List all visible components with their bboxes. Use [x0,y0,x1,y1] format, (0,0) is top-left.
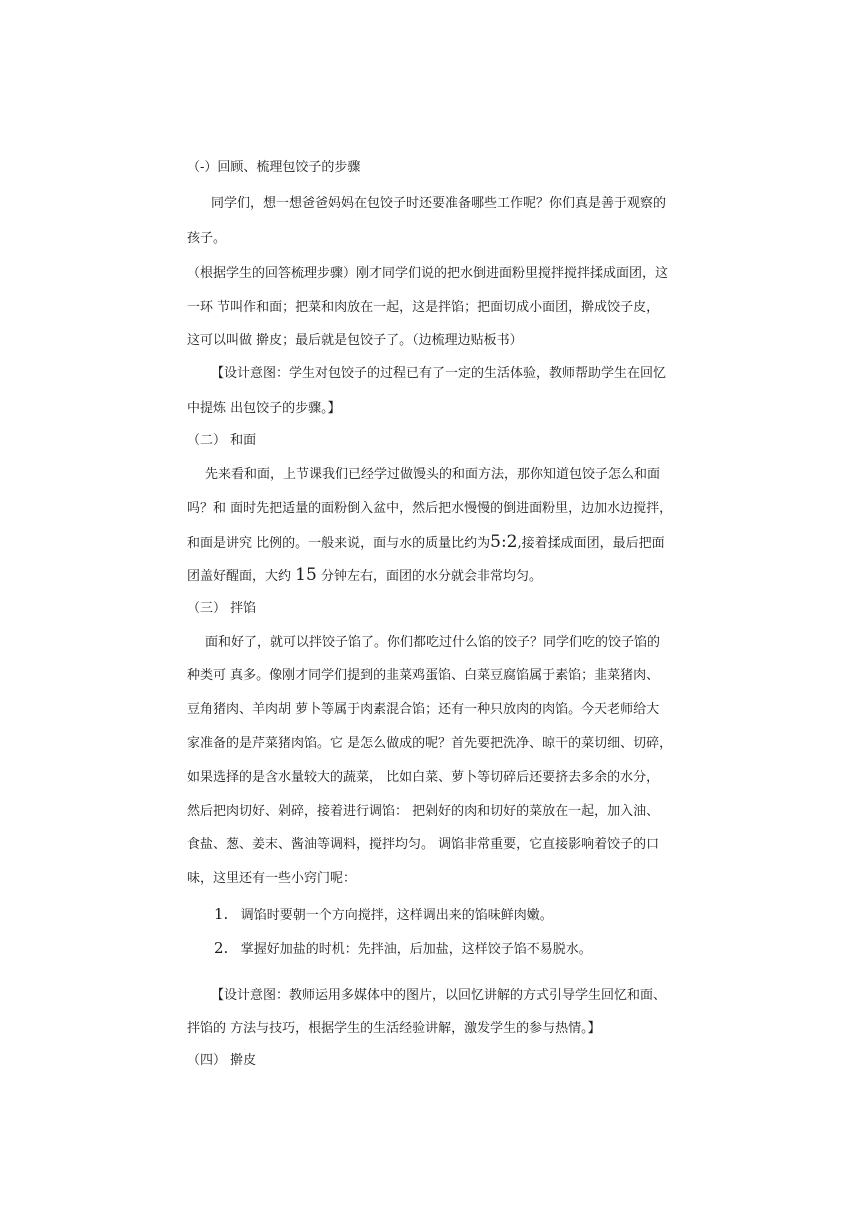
paragraph-line: 如果选择的是含水量较大的蔬菜， 比如白菜、萝卜等切碎后还要挤去多余的水分， [187,770,660,785]
paragraph-line: 然后把肉切好、剁碎，接着进行调馅： 把剁好的肉和切好的菜放在一起，加入油、 [187,804,660,819]
ratio-value: 5:2 [490,532,518,552]
design-intent-line: 【设计意图：学生对包饺子的过程已有了一定的生活体验，教师帮助学生在回忆 [211,366,667,381]
ratio-text-after: ,接着揉成面团，最后把面 [517,536,665,551]
paragraph-line: 家准备的是芹菜猪肉馅。它 是怎么做成的呢？首先要把洗净、晾干的菜切细、切碎， [187,736,673,751]
paragraph-line: （根据学生的回答梳理步骤）刚才同学们说的把水倒进面粉里搅拌搅拌揉成面团，这 [187,266,669,281]
design-intent-line: 拌馅的 方法与技巧，根据学生的生活经验讲解，激发学生的参与热情。】 [187,1021,601,1036]
paragraph-line: 这可以叫做 擀皮；最后就是包饺子了。（边梳理边贴板书） [187,333,523,348]
paragraph-line: 味，这里还有一些小窍门呢： [187,871,357,886]
list-number: 2. [214,939,229,957]
ratio-text-before: 和面是讲究 比例的。一般来说，面与水的质量比约为 [187,536,491,551]
paragraph-line: 食盐、葱、姜末、酱油等调料，搅拌均匀。 调馅非常重要，它直接影响着饺子的口 [187,837,660,852]
list-text: 调馅时要朝一个方向搅拌，这样调出来的馅味鲜肉嫩。 [240,908,553,923]
rest-minutes-value: 15 [295,565,317,585]
paragraph-line [187,567,542,585]
paragraph-line: 同学们，想一想爸爸妈妈在包饺子时还要准备哪些工作呢？你们真是善于观察的 [211,196,667,211]
paragraph-line: 种类可 真多。像刚才同学们提到的韭菜鸡蛋馅、白菜豆腐馅属于素馅；韭菜猪肉、 [187,668,660,683]
paragraph-line: 豆角猪肉、羊肉胡 萝卜等属于肉素混合馅；还有一种只放肉的肉馅。今天老师给大 [187,702,660,717]
design-intent-line: 【设计意图：教师运用多媒体中的图片，以回忆讲解的方式引导学生回忆和面、 [211,988,667,1003]
section-heading-2: （二） 和面 [187,433,257,448]
design-intent-line: 中提炼 出包饺子的步骤。】 [187,401,341,416]
list-text: 掌握好加盐的时机：先拌油，后加盐，这样饺子馅不易脱水。 [240,942,592,957]
paragraph-line: 先来看和面，上节课我们已经学过做馒头的和面方法，那你知道包饺子怎么和面 [205,467,661,482]
list-number: 1. [214,905,229,923]
section-heading-3: （三） 拌馅 [187,601,257,616]
rest-text-after: 分钟左右，面团的水分就会非常均匀。 [320,569,542,584]
rest-text-before: 团盖好醒面，大约 [187,569,292,584]
list-item [214,906,553,924]
section-heading-4: （四） 擀皮 [187,1053,257,1068]
paragraph-line: 一环 节叫作和面；把菜和肉放在一起，这是拌馅；把面切成小面团，擀成饺子皮， [187,300,660,315]
paragraph-line: 面和好了，就可以拌饺子馅了。你们都吃过什么馅的饺子？同学们吃的饺子馅的 [205,635,661,650]
paragraph-line [187,534,665,552]
section-heading-1: （-）回顾、梳理包饺子的步骤 [187,160,361,175]
paragraph-line: 吗？和 面时先把适量的面粉倒入盆中，然后把水慢慢的倒进面粉里，边加水边搅拌， [187,501,673,516]
list-item [214,940,592,958]
paragraph-line: 孩子。 [187,231,227,246]
